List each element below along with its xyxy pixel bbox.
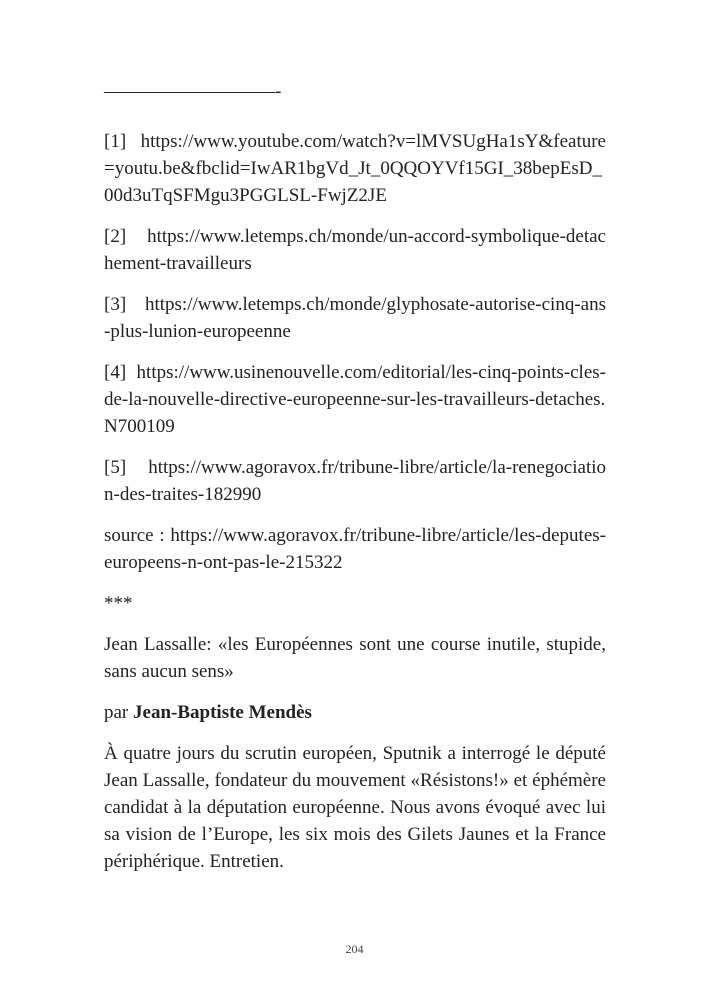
page-number: 204 xyxy=(345,942,364,956)
reference-number: [1] xyxy=(104,131,127,152)
byline-prefix: par xyxy=(104,702,129,723)
article-title: Jean Lassalle: «les Européennes sont une course inutile, stupide, sans aucun sens» xyxy=(104,634,606,682)
reference-4 xyxy=(104,359,606,440)
reference-2 xyxy=(104,223,606,277)
reference-number: [4] xyxy=(104,362,127,383)
reference-number: [3] xyxy=(104,294,127,315)
section-separator: *** xyxy=(104,593,133,614)
reference-link[interactable]: https://www.youtube.com/watch?v=lMVSUgHa1sY&feature=youtu.be&fbclid=IwAR1bgVd_Jt_0QQOYVf15GI_38bepEsD_00d3uTqSFMgu3PGGLSL-FwjZ2JE xyxy=(104,131,606,206)
article-byline xyxy=(104,699,606,726)
reference-5 xyxy=(104,454,606,508)
reference-link[interactable]: https://www.letemps.ch/monde/un-accord-symbolique-detachement-travailleurs xyxy=(104,226,606,274)
reference-link[interactable]: https://www.agoravox.fr/tribune-libre/article/la-renegociation-des-traites-182990 xyxy=(104,457,606,505)
reference-3 xyxy=(104,291,606,345)
reference-number: [2] xyxy=(104,226,127,247)
footnote-separator: —————————- xyxy=(104,81,282,102)
reference-1 xyxy=(104,128,606,209)
reference-link[interactable]: https://www.usinenouvelle.com/editorial/les-cinq-points-cles-de-la-nouvelle-directive-europeenne-sur-les-travailleurs-detaches.N700109 xyxy=(104,362,606,437)
page-body xyxy=(104,78,606,875)
article-intro: À quatre jours du scrutin européen, Sputnik a interrogé le député Jean Lassalle, fondateur du mouvement «Résistons!» et éphémère candidat à la députation européenne. Nous avons évoqué avec lui sa vision de l’Europe, les six mois des Gilets Jaunes et la France périphérique. Entretien. xyxy=(104,743,606,872)
reference-number: [5] xyxy=(104,457,127,478)
source-line xyxy=(104,522,606,576)
source-link[interactable]: https://www.agoravox.fr/tribune-libre/article/les-deputes-europeens-n-ont-pas-le-215322 xyxy=(104,525,606,573)
source-label: source : xyxy=(104,525,165,546)
reference-link[interactable]: https://www.letemps.ch/monde/glyphosate-autorise-cinq-ans-plus-lunion-europeenne xyxy=(104,294,606,342)
author-name: Jean-Baptiste Mendès xyxy=(133,702,312,723)
